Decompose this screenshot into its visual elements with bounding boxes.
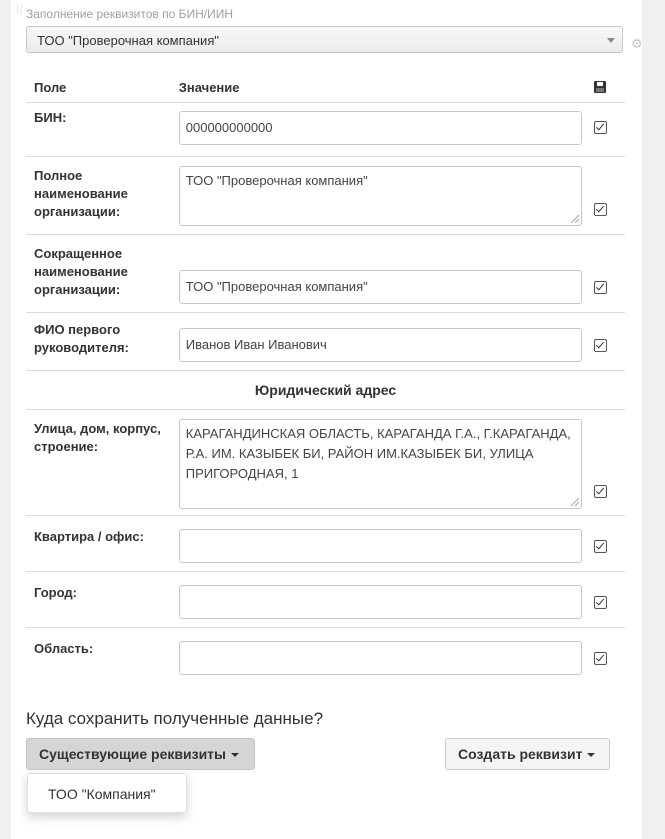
- table-row: [26, 313, 625, 371]
- field-label: Область:: [34, 641, 94, 656]
- table-row: [26, 157, 625, 235]
- company-select[interactable]: [26, 26, 623, 53]
- row-checkbox[interactable]: [594, 596, 607, 609]
- field-label: Улица, дом, корпус, строение:: [34, 421, 161, 454]
- table-header: [26, 72, 625, 103]
- table-row: [26, 572, 625, 628]
- drag-handle-icon[interactable]: ⁞⁞: [16, 5, 24, 16]
- table-row: [26, 103, 625, 157]
- short-name-input[interactable]: ТОО "Проверочная компания": [179, 270, 582, 304]
- street-value: КАРАГАНДИНСКАЯ ОБЛАСТЬ, КАРАГАНДА Г.А., Г.КАРАГАНДА, Р.А. ИМ. КАЗЫБЕК БИ, РАЙОН ИМ.КАЗЫБЕК БИ, УЛИЦА ПРИГОРОДНАЯ, 1: [185, 426, 571, 481]
- create-requisite-label: Создать реквизит: [458, 746, 583, 762]
- region-input[interactable]: [179, 641, 582, 675]
- existing-requisites-button[interactable]: [26, 738, 255, 770]
- row-checkbox[interactable]: [594, 540, 607, 553]
- table-row: [26, 235, 625, 313]
- company-select-value: ТОО "Проверочная компания": [37, 33, 219, 48]
- row-checkbox[interactable]: [594, 121, 607, 134]
- existing-requisites-label: Существующие реквизиты: [39, 746, 226, 762]
- section-title: Заполнение реквизитов по БИН/ИИН: [26, 7, 234, 21]
- address-heading-row: [26, 371, 625, 410]
- gear-icon[interactable]: ⚙: [631, 36, 643, 51]
- row-checkbox[interactable]: [594, 652, 607, 665]
- caret-down-icon: [231, 753, 239, 757]
- field-label: Город:: [34, 585, 77, 600]
- save-target-question: Куда сохранить полученные данные?: [26, 709, 324, 728]
- resize-handle-icon[interactable]: [571, 215, 579, 223]
- caret-down-icon: [587, 753, 595, 757]
- header-value: Значение: [179, 72, 590, 103]
- row-checkbox[interactable]: [594, 203, 607, 216]
- full-name-value: ТОО "Проверочная компания": [185, 173, 368, 188]
- chevron-down-icon: [607, 38, 615, 43]
- bin-input[interactable]: 000000000000: [179, 111, 582, 145]
- field-label: БИН:: [34, 110, 67, 125]
- dropdown-item[interactable]: ТОО "Компания": [48, 786, 156, 802]
- existing-requisites-dropdown: [27, 773, 187, 813]
- street-textarea[interactable]: [179, 419, 582, 509]
- table-row: [26, 410, 625, 516]
- apartment-input[interactable]: [179, 529, 582, 563]
- resize-handle-icon[interactable]: [571, 498, 579, 506]
- city-input[interactable]: [179, 585, 582, 619]
- address-heading: Юридический адрес: [26, 371, 625, 410]
- row-checkbox[interactable]: [594, 281, 607, 294]
- director-input[interactable]: Иванов Иван Иванович: [179, 328, 582, 362]
- row-checkbox[interactable]: [594, 485, 607, 498]
- header-field: Поле: [26, 72, 179, 103]
- table-row: [26, 516, 625, 572]
- field-label: Сокращенное наименование организации:: [34, 246, 128, 297]
- full-name-textarea[interactable]: [179, 166, 582, 226]
- row-checkbox[interactable]: [594, 339, 607, 352]
- field-label: Полное наименование организации:: [34, 168, 128, 219]
- field-label: Квартира / офис:: [34, 529, 144, 544]
- field-label: ФИО первого руководителя:: [34, 322, 129, 355]
- create-requisite-button[interactable]: [445, 738, 610, 770]
- floppy-disk-icon[interactable]: [594, 81, 606, 93]
- table-row: [26, 628, 625, 684]
- requisites-table: [26, 72, 625, 684]
